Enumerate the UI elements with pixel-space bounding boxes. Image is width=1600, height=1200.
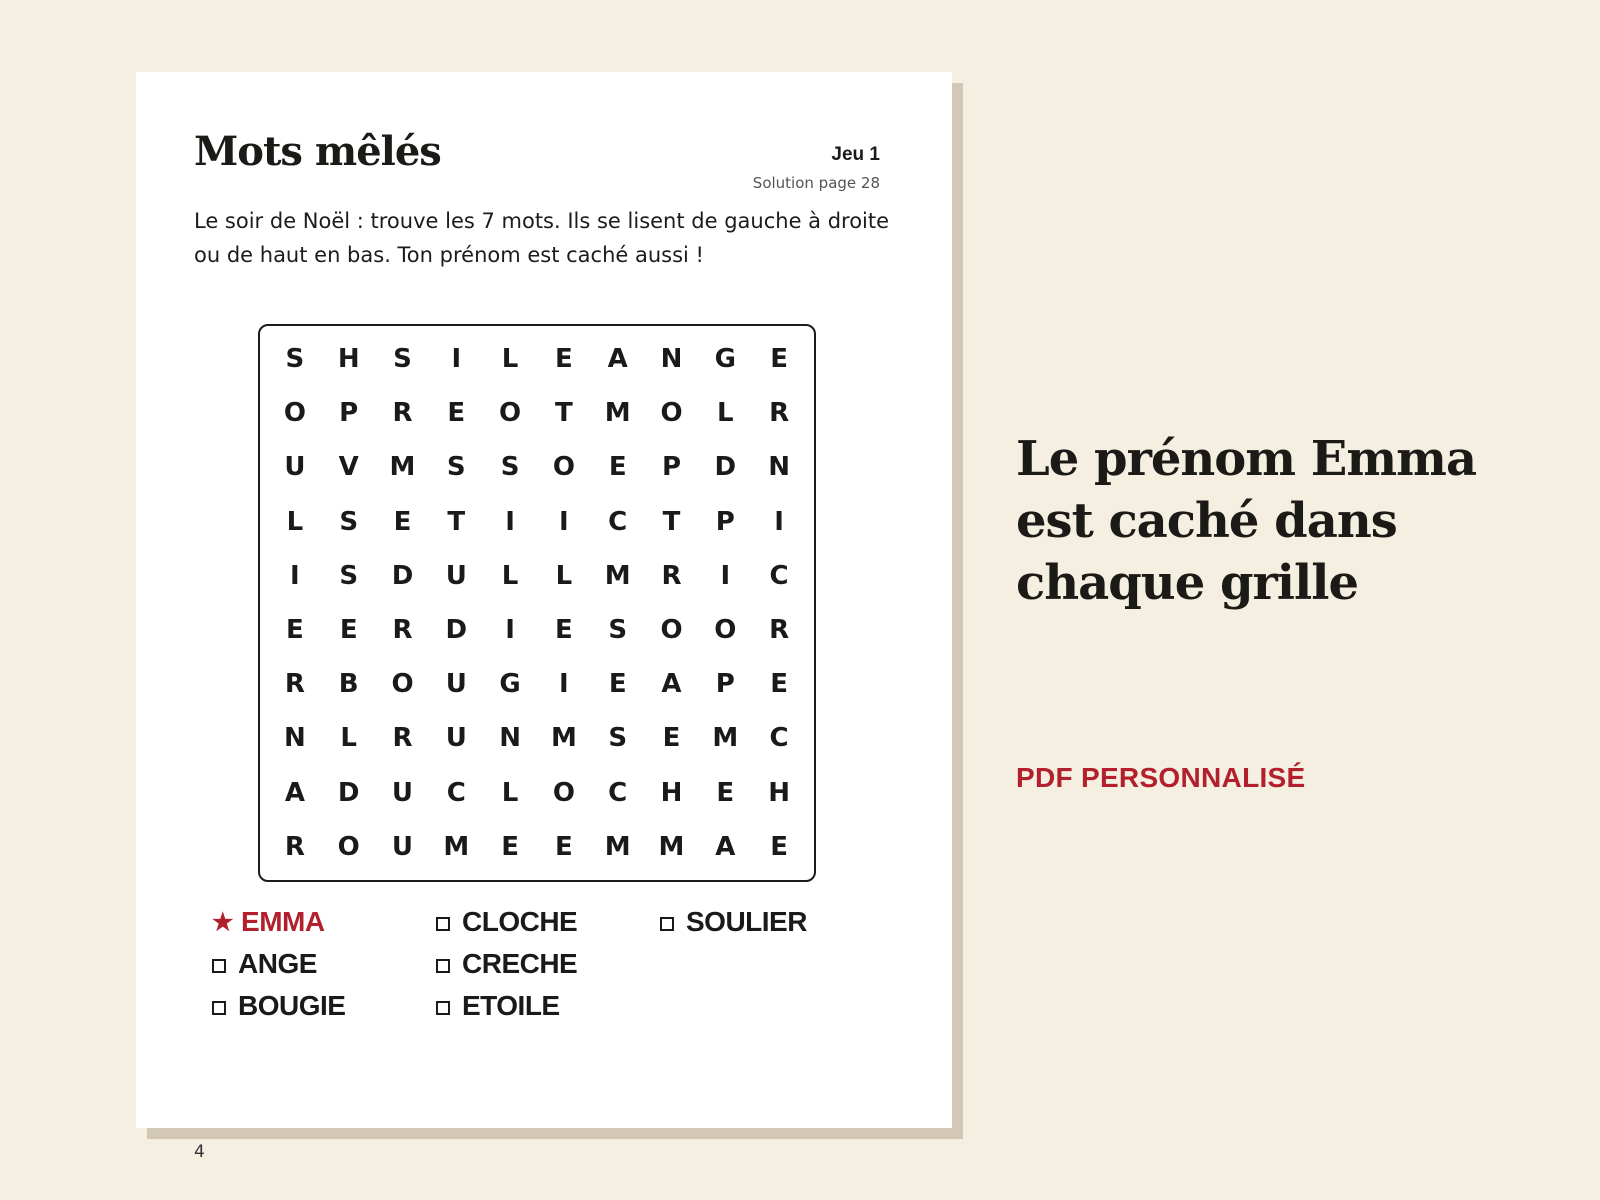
grid-cell: E (770, 344, 788, 375)
grid-cell: E (286, 615, 304, 646)
grid-cell: E (339, 615, 358, 646)
grid-cell: L (286, 506, 304, 537)
grid-cell: E (770, 831, 788, 862)
grid-cell: I (451, 344, 462, 375)
grid-cell: D (337, 777, 360, 808)
grid-cell: L (340, 723, 357, 754)
grid-cell: C (608, 506, 628, 537)
grid-cell: M (604, 560, 631, 591)
grid-cell: N (499, 723, 521, 754)
grid-cell: U (284, 452, 306, 483)
checkbox-icon (212, 1001, 226, 1015)
grid-cell: L (501, 777, 519, 808)
grid-cell: E (662, 723, 681, 754)
grid-cell: T (555, 398, 573, 429)
word-item (212, 906, 325, 938)
grid-cell: P (661, 452, 682, 483)
grid-cell: S (446, 452, 466, 483)
grid-cell: E (608, 452, 627, 483)
grid-cell: A (715, 831, 736, 862)
grid-cell: B (338, 669, 359, 700)
grid-cell: I (559, 506, 569, 537)
grid-cell: S (393, 344, 412, 375)
grid-cell: R (769, 398, 790, 429)
grid-cell: O (660, 398, 683, 429)
word-label: EMMA (241, 906, 325, 937)
grid-cell: E (770, 669, 788, 700)
grid-cell: N (660, 344, 683, 375)
promo-headline: Le prénom Emma est caché dans chaque grille (1016, 431, 1477, 611)
word-item (436, 906, 577, 938)
grid-cell: L (501, 560, 519, 591)
grid-cell: R (769, 615, 790, 646)
grid-cell: E (555, 615, 573, 646)
grid-cell: C (769, 560, 789, 591)
grid-cell: A (607, 344, 628, 375)
grid-cell: O (337, 831, 360, 862)
grid-cell: M (658, 831, 685, 862)
grid-cell: T (447, 506, 466, 537)
grid-cell: H (768, 777, 790, 808)
grid-cell: M (604, 831, 631, 862)
solution-reference: Solution page 28 (752, 174, 880, 192)
grid-cell: L (555, 560, 573, 591)
grid-cell: I (559, 669, 569, 700)
word-item (212, 990, 345, 1022)
grid-cell: I (505, 506, 515, 537)
instructions-text: Le soir de Noël : trouve les 7 mots. Ils se lisent de gauche à droite ou de haut en bas. Ton prénom est caché aussi ! (194, 209, 890, 267)
game-number: Jeu 1 (831, 144, 880, 165)
word-label: CLOCHE (462, 906, 578, 937)
grid-cell: A (661, 669, 682, 700)
grid-cell: P (715, 506, 735, 537)
checkbox-icon (436, 917, 450, 931)
grid-cell: P (715, 669, 735, 700)
grid-cell: N (768, 452, 790, 483)
grid-cell: M (550, 723, 577, 754)
grid-cell: I (290, 560, 300, 591)
grid-cell: R (392, 723, 413, 754)
word-label: ETOILE (462, 990, 560, 1021)
word-item (212, 948, 317, 980)
grid-cell: O (391, 669, 414, 700)
grid-cell: D (445, 615, 468, 646)
page-title: Mots mêlés (194, 128, 441, 175)
grid-cell: I (505, 615, 515, 646)
word-label: ANGE (238, 948, 317, 979)
grid-cell: A (284, 777, 305, 808)
grid-cell: C (769, 723, 789, 754)
word-list (212, 906, 912, 1036)
grid-cell: E (555, 344, 573, 375)
grid-cell: P (339, 398, 359, 429)
word-item (436, 948, 577, 980)
grid-cell: U (391, 831, 414, 862)
word-label: SOULIER (686, 906, 807, 937)
grid-cell: S (339, 506, 359, 537)
grid-cell: C (446, 777, 466, 808)
grid-cell: E (716, 777, 735, 808)
word-item (660, 906, 807, 938)
grid-cell: T (662, 506, 681, 537)
grid-cell: O (552, 777, 575, 808)
grid-cell: E (447, 398, 466, 429)
grid-cell: O (552, 452, 575, 483)
checkbox-icon (436, 959, 450, 973)
word-label: CRECHE (462, 948, 578, 979)
grid-cell: U (391, 777, 414, 808)
grid-cell: V (338, 452, 359, 483)
grid-cell: R (392, 398, 413, 429)
grid-cell: D (391, 560, 414, 591)
grid-cell: R (392, 615, 413, 646)
grid-cell: C (608, 777, 628, 808)
worksheet-page (136, 72, 952, 1162)
grid-cell: S (500, 452, 520, 483)
grid-cell: I (774, 506, 784, 537)
grid-cell: M (604, 398, 631, 429)
star-icon: ★ (212, 908, 234, 936)
checkbox-icon (436, 1001, 450, 1015)
grid-cell: S (608, 723, 628, 754)
grid-cell: R (284, 831, 305, 862)
grid-cell: S (608, 615, 628, 646)
grid-cell: S (339, 560, 359, 591)
grid-cell: H (660, 777, 683, 808)
page-number: 4 (194, 1142, 205, 1162)
grid-cell: R (284, 669, 305, 700)
grid-cell: O (714, 615, 737, 646)
grid-cell: O (499, 398, 522, 429)
grid-cell: O (660, 615, 683, 646)
grid-cell: G (714, 344, 736, 375)
promo-tag: PDF PERSONNALISÉ (1016, 762, 1306, 793)
grid-cell: N (284, 723, 306, 754)
grid-cell: L (717, 398, 734, 429)
grid-cell: R (661, 560, 682, 591)
checkbox-icon (660, 917, 674, 931)
letter-grid (258, 324, 816, 882)
word-label: BOUGIE (238, 990, 346, 1021)
grid-cell: E (501, 831, 519, 862)
word-item (436, 990, 560, 1022)
grid-cell: M (389, 452, 416, 483)
grid-cell: U (445, 723, 467, 754)
grid-cell: O (283, 398, 306, 429)
grid-cell: S (285, 344, 305, 375)
grid-cell: U (445, 669, 467, 700)
checkbox-icon (212, 959, 226, 973)
grid-cell: E (393, 506, 412, 537)
grid-cell: H (337, 344, 360, 375)
grid-cell: E (608, 669, 627, 700)
grid-cell: L (501, 344, 519, 375)
grid-cell: I (720, 560, 731, 591)
grid-cell: M (712, 723, 739, 754)
grid-cell: G (499, 669, 521, 700)
grid-cell: M (443, 831, 470, 862)
grid-cell: E (555, 831, 573, 862)
grid-cell: D (714, 452, 737, 483)
grid-cell: U (445, 560, 467, 591)
